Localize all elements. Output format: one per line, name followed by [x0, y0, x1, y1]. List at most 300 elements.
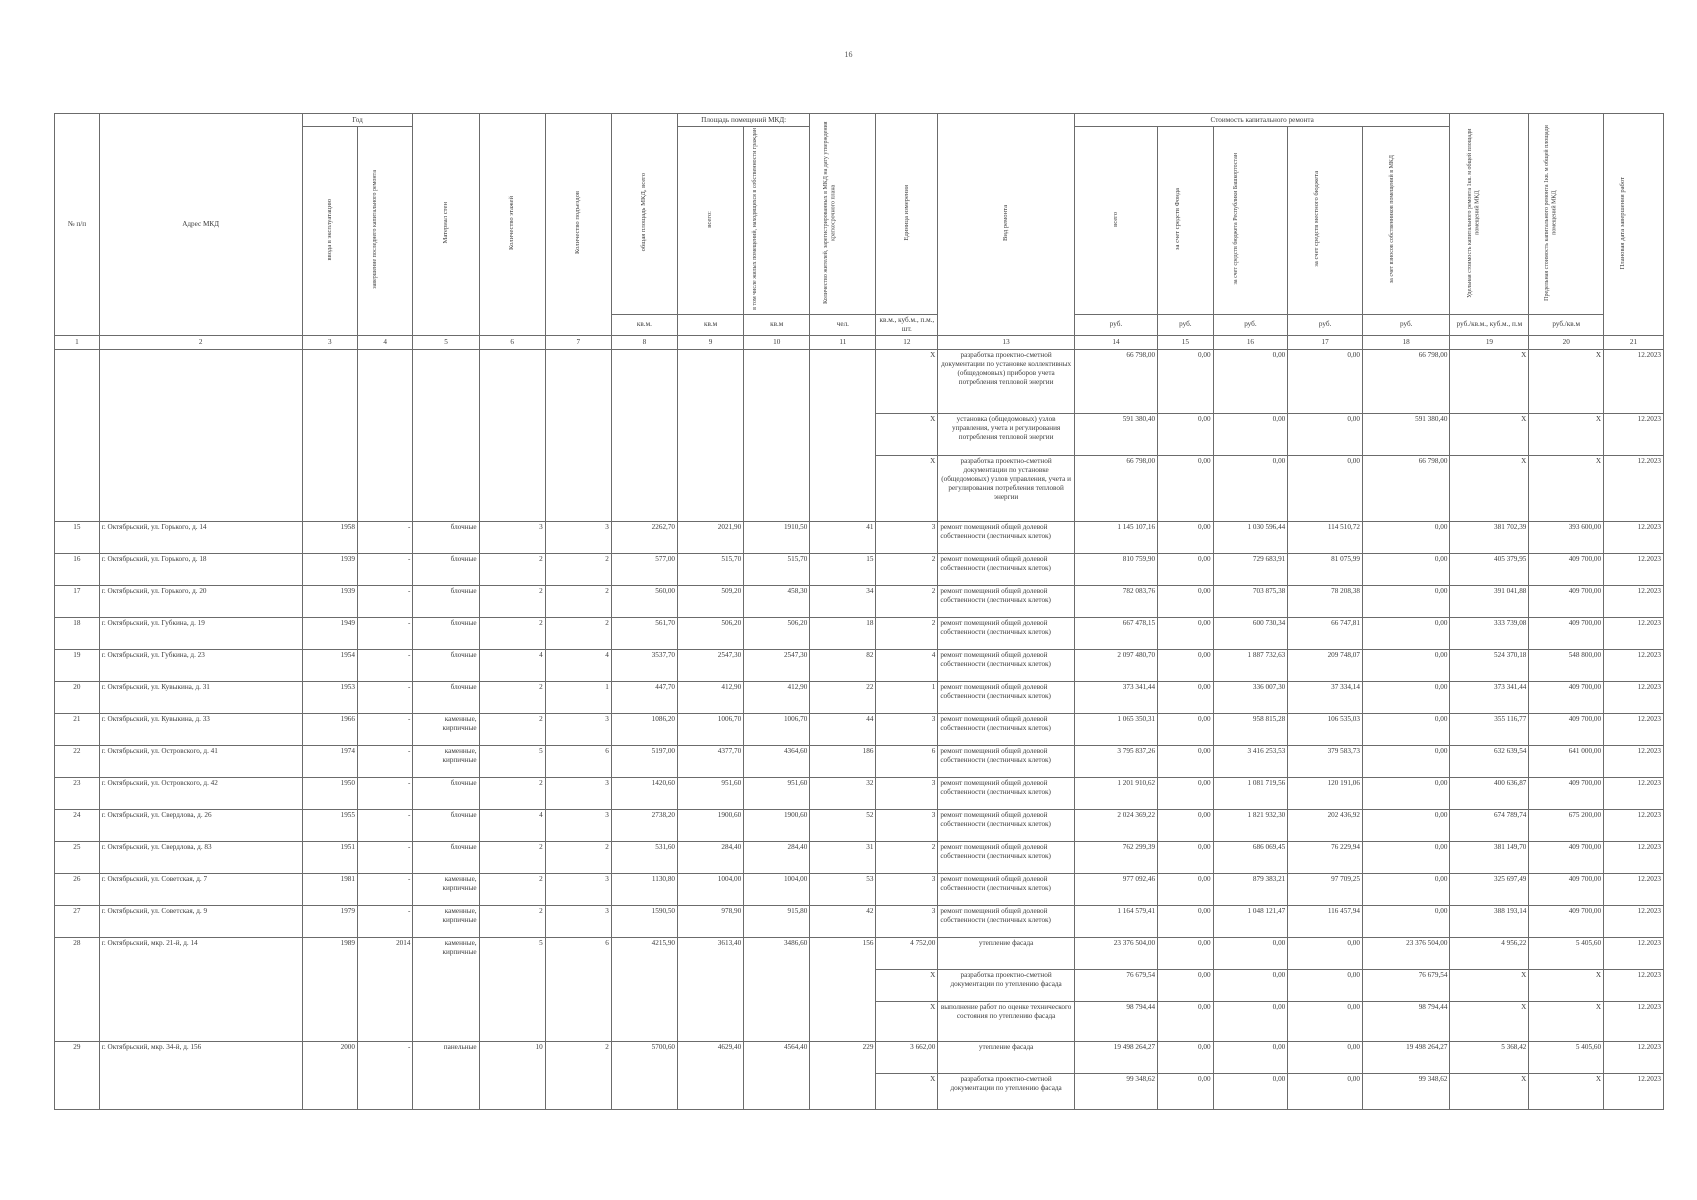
- cost-total-cell: 66 798,00: [1074, 455, 1157, 521]
- material-cell: блочные: [413, 681, 479, 713]
- cost-fund-cell: 0,00: [1158, 1001, 1213, 1041]
- cost-fund-cell: 0,00: [1158, 585, 1213, 617]
- unit-cell: X: [876, 1073, 938, 1109]
- col-unit-header: Единица измерения: [876, 114, 938, 315]
- unit-cost-republic: руб.: [1213, 314, 1288, 335]
- empty-cell: [810, 349, 876, 521]
- material-cell: блочные: [413, 777, 479, 809]
- planned-date-cell: 12.2023: [1604, 553, 1664, 585]
- cost-republic-cell: 729 683,91: [1213, 553, 1288, 585]
- cost-local-cell: 0,00: [1288, 413, 1363, 455]
- address-cell: г. Октябрьский, мкр. 21-й, д. 14: [99, 937, 302, 1041]
- table-row: [55, 553, 1664, 585]
- cost-local-cell: 37 334,14: [1288, 681, 1363, 713]
- row-number-cell: 15: [55, 521, 100, 553]
- col-cost-fund-header: за счет средств Фонда: [1158, 127, 1213, 315]
- premises-total-cell: 1006,70: [678, 713, 744, 745]
- table-row: [55, 873, 1664, 905]
- year-built-cell: 1966: [302, 713, 357, 745]
- residents-cell: 31: [810, 841, 876, 873]
- cost-total-cell: 1 065 350,31: [1074, 713, 1157, 745]
- unit-cost-cell: 381 702,39: [1450, 521, 1529, 553]
- cost-republic-cell: 1 821 932,30: [1213, 809, 1288, 841]
- unit-cost-cell: X: [1450, 349, 1529, 413]
- unit-cell: 3: [876, 713, 938, 745]
- col-cost-group: Стоимость капитального ремонта: [1074, 114, 1450, 127]
- cost-fund-cell: 0,00: [1158, 777, 1213, 809]
- premises-residential-cell: 506,20: [744, 617, 810, 649]
- table-row: [55, 713, 1664, 745]
- col-cost-owners-header: за счет взносов собственников помещений в МКД: [1362, 127, 1450, 315]
- unit-unit-cost: руб./кв.м., куб.м., п.м: [1450, 314, 1529, 335]
- year-built-cell: 1939: [302, 585, 357, 617]
- premises-residential-cell: 458,30: [744, 585, 810, 617]
- total-area-cell: 1420,60: [611, 777, 677, 809]
- unit-cost-cell: X: [1450, 1073, 1529, 1109]
- year-repair-cell: -: [357, 521, 412, 553]
- entrances-cell: 3: [545, 873, 611, 905]
- cost-owners-cell: 0,00: [1362, 521, 1450, 553]
- material-cell: каменные, кирпичные: [413, 745, 479, 777]
- cost-local-cell: 202 436,92: [1288, 809, 1363, 841]
- col-repair-header: Вид ремонта: [938, 114, 1075, 336]
- cost-republic-cell: 0,00: [1213, 937, 1288, 969]
- entrances-cell: 3: [545, 777, 611, 809]
- repair-type-cell: ремонт помещений общей долевой собственности (лестничных клеток): [938, 873, 1075, 905]
- planned-date-cell: 12.2023: [1604, 349, 1664, 413]
- planned-date-cell: 12.2023: [1604, 777, 1664, 809]
- planned-date-cell: 12.2023: [1604, 873, 1664, 905]
- planned-date-cell: 12.2023: [1604, 969, 1664, 1001]
- row-number-cell: 19: [55, 649, 100, 681]
- floors-cell: 5: [479, 937, 545, 1041]
- residents-cell: 32: [810, 777, 876, 809]
- planned-date-cell: 12.2023: [1604, 521, 1664, 553]
- col-year-group: Год: [302, 114, 413, 127]
- unit-cost-cell: X: [1450, 455, 1529, 521]
- repair-type-cell: ремонт помещений общей долевой собственности (лестничных клеток): [938, 713, 1075, 745]
- unit-premises-total: кв.м: [678, 314, 744, 335]
- max-cost-cell: 641 000,00: [1529, 745, 1604, 777]
- cost-total-cell: 3 795 837,26: [1074, 745, 1157, 777]
- col-unit-cost-header: Удельная стоимость капитального ремонта 1кв. м общей площади помещений МКД: [1450, 114, 1529, 315]
- floors-cell: 2: [479, 617, 545, 649]
- col-year-repair-header: завершение последнего капитального ремонта: [357, 127, 412, 336]
- cost-republic-cell: 0,00: [1213, 413, 1288, 455]
- premises-total-cell: 978,90: [678, 905, 744, 937]
- material-cell: блочные: [413, 841, 479, 873]
- unit-cost-cell: X: [1450, 1001, 1529, 1041]
- address-cell: г. Октябрьский, ул. Горького, д. 18: [99, 553, 302, 585]
- table-row: [55, 681, 1664, 713]
- cost-total-cell: 19 498 264,27: [1074, 1041, 1157, 1073]
- cost-total-cell: 2 097 480,70: [1074, 649, 1157, 681]
- cost-local-cell: 0,00: [1288, 1001, 1363, 1041]
- col-cost-local-header: за счет средств местного бюджета: [1288, 127, 1363, 315]
- cost-owners-cell: 98 794,44: [1362, 1001, 1450, 1041]
- cost-fund-cell: 0,00: [1158, 1041, 1213, 1073]
- cost-republic-cell: 0,00: [1213, 349, 1288, 413]
- column-number: 20: [1529, 335, 1604, 349]
- entrances-cell: 6: [545, 937, 611, 1041]
- unit-cell: 3 662,00: [876, 1041, 938, 1073]
- cost-republic-cell: 0,00: [1213, 1041, 1288, 1073]
- year-built-cell: 1955: [302, 809, 357, 841]
- premises-residential-cell: 4364,60: [744, 745, 810, 777]
- residents-cell: 44: [810, 713, 876, 745]
- material-cell: блочные: [413, 585, 479, 617]
- max-cost-cell: 548 800,00: [1529, 649, 1604, 681]
- cost-fund-cell: 0,00: [1158, 617, 1213, 649]
- premises-residential-cell: 915,80: [744, 905, 810, 937]
- material-cell: блочные: [413, 649, 479, 681]
- premises-residential-cell: 412,90: [744, 681, 810, 713]
- residents-cell: 82: [810, 649, 876, 681]
- row-number-cell: 27: [55, 905, 100, 937]
- year-repair-cell: -: [357, 617, 412, 649]
- year-repair-cell: -: [357, 585, 412, 617]
- cost-owners-cell: 66 798,00: [1362, 349, 1450, 413]
- premises-residential-cell: 3486,60: [744, 937, 810, 1041]
- total-area-cell: 447,70: [611, 681, 677, 713]
- empty-cell: [99, 349, 302, 521]
- max-cost-cell: 409 700,00: [1529, 617, 1604, 649]
- repair-type-cell: разработка проектно-сметной документации по установке коллективных (общедомовых) приборов учета потребления тепловой энергии: [938, 349, 1075, 413]
- column-number: 2: [99, 335, 302, 349]
- unit-cell: 2: [876, 553, 938, 585]
- max-cost-cell: X: [1529, 413, 1604, 455]
- repair-type-cell: установка (общедомовых) узлов управления, учета и регулирования потребления тепловой энергии: [938, 413, 1075, 455]
- total-area-cell: 1130,80: [611, 873, 677, 905]
- year-built-cell: 1953: [302, 681, 357, 713]
- max-cost-cell: 409 700,00: [1529, 905, 1604, 937]
- unit-cost-local: руб.: [1288, 314, 1363, 335]
- cost-republic-cell: 600 730,34: [1213, 617, 1288, 649]
- total-area-cell: 577,00: [611, 553, 677, 585]
- residents-cell: 41: [810, 521, 876, 553]
- total-area-cell: 5700,60: [611, 1041, 677, 1109]
- col-residents-header: Количество жителей, зарегистрированных в МКД на дату утверждения краткосрочного плана: [810, 114, 876, 315]
- year-repair-cell: -: [357, 905, 412, 937]
- column-number: 17: [1288, 335, 1363, 349]
- cost-fund-cell: 0,00: [1158, 1073, 1213, 1109]
- column-number: 11: [810, 335, 876, 349]
- year-repair-cell: -: [357, 553, 412, 585]
- residents-cell: 53: [810, 873, 876, 905]
- total-area-cell: 5197,00: [611, 745, 677, 777]
- cost-republic-cell: 0,00: [1213, 1001, 1288, 1041]
- column-number: 12: [876, 335, 938, 349]
- unit-cell: 3: [876, 521, 938, 553]
- year-repair-cell: -: [357, 841, 412, 873]
- column-number: 5: [413, 335, 479, 349]
- col-date-header: Плановая дата завершения работ: [1604, 114, 1664, 336]
- premises-residential-cell: 1006,70: [744, 713, 810, 745]
- year-built-cell: 1950: [302, 777, 357, 809]
- planned-date-cell: 12.2023: [1604, 681, 1664, 713]
- year-built-cell: 1981: [302, 873, 357, 905]
- cost-owners-cell: 0,00: [1362, 745, 1450, 777]
- empty-cell: [357, 349, 412, 521]
- year-built-cell: 1974: [302, 745, 357, 777]
- empty-cell: [413, 349, 479, 521]
- floors-cell: 3: [479, 521, 545, 553]
- unit-max-cost: руб./кв.м: [1529, 314, 1604, 335]
- unit-cell: X: [876, 349, 938, 413]
- cost-owners-cell: 99 348,62: [1362, 1073, 1450, 1109]
- empty-cell: [744, 349, 810, 521]
- column-numbers-row: [55, 335, 1664, 349]
- cost-republic-cell: 1 081 719,56: [1213, 777, 1288, 809]
- year-repair-cell: 2014: [357, 937, 412, 1041]
- entrances-cell: 2: [545, 553, 611, 585]
- cost-owners-cell: 19 498 264,27: [1362, 1041, 1450, 1073]
- unit-cell: 3: [876, 777, 938, 809]
- max-cost-cell: 409 700,00: [1529, 585, 1604, 617]
- cost-republic-cell: 879 383,21: [1213, 873, 1288, 905]
- entrances-cell: 1: [545, 681, 611, 713]
- cost-local-cell: 66 747,81: [1288, 617, 1363, 649]
- repair-type-cell: выполнение работ по оценке технического состояния по утеплению фасада: [938, 1001, 1075, 1041]
- cost-fund-cell: 0,00: [1158, 745, 1213, 777]
- column-number: 19: [1450, 335, 1529, 349]
- repair-type-cell: ремонт помещений общей долевой собственности (лестничных клеток): [938, 841, 1075, 873]
- floors-cell: 4: [479, 649, 545, 681]
- premises-total-cell: 2021,90: [678, 521, 744, 553]
- premises-total-cell: 412,90: [678, 681, 744, 713]
- material-cell: панельные: [413, 1041, 479, 1109]
- year-built-cell: 1958: [302, 521, 357, 553]
- premises-residential-cell: 1004,00: [744, 873, 810, 905]
- max-cost-cell: X: [1529, 1001, 1604, 1041]
- cost-owners-cell: 0,00: [1362, 553, 1450, 585]
- premises-total-cell: 4629,40: [678, 1041, 744, 1109]
- repair-type-cell: разработка проектно-сметной документации по установке (общедомовых) узлов управления, учета и регулирования потребления тепловой энергии: [938, 455, 1075, 521]
- cost-owners-cell: 0,00: [1362, 841, 1450, 873]
- planned-date-cell: 12.2023: [1604, 937, 1664, 969]
- column-number: 10: [744, 335, 810, 349]
- unit-cost-cell: 391 041,88: [1450, 585, 1529, 617]
- year-repair-cell: -: [357, 777, 412, 809]
- max-cost-cell: 409 700,00: [1529, 553, 1604, 585]
- cost-owners-cell: 0,00: [1362, 649, 1450, 681]
- table-row: [55, 649, 1664, 681]
- unit-cost-cell: 388 193,14: [1450, 905, 1529, 937]
- residents-cell: 15: [810, 553, 876, 585]
- cost-owners-cell: 0,00: [1362, 809, 1450, 841]
- total-area-cell: 1590,50: [611, 905, 677, 937]
- cost-local-cell: 0,00: [1288, 1041, 1363, 1073]
- unit-cost-cell: X: [1450, 969, 1529, 1001]
- cost-republic-cell: 3 416 253,53: [1213, 745, 1288, 777]
- row-number-cell: 17: [55, 585, 100, 617]
- cost-total-cell: 977 092,46: [1074, 873, 1157, 905]
- cost-fund-cell: 0,00: [1158, 809, 1213, 841]
- year-repair-cell: -: [357, 745, 412, 777]
- cost-owners-cell: 0,00: [1362, 617, 1450, 649]
- cost-owners-cell: 0,00: [1362, 873, 1450, 905]
- cost-fund-cell: 0,00: [1158, 553, 1213, 585]
- cost-local-cell: 106 535,03: [1288, 713, 1363, 745]
- row-number-cell: 26: [55, 873, 100, 905]
- unit-cost-cell: 524 370,18: [1450, 649, 1529, 681]
- table-row: [55, 841, 1664, 873]
- column-number: 13: [938, 335, 1075, 349]
- residents-cell: 229: [810, 1041, 876, 1109]
- floors-cell: 2: [479, 713, 545, 745]
- repair-type-cell: ремонт помещений общей долевой собственности (лестничных клеток): [938, 745, 1075, 777]
- year-built-cell: 1989: [302, 937, 357, 1041]
- unit-cost-cell: 325 697,49: [1450, 873, 1529, 905]
- row-number-cell: 25: [55, 841, 100, 873]
- row-number-cell: 24: [55, 809, 100, 841]
- material-cell: блочные: [413, 553, 479, 585]
- cost-owners-cell: 0,00: [1362, 681, 1450, 713]
- unit-cell: 1: [876, 681, 938, 713]
- premises-residential-cell: 4564,40: [744, 1041, 810, 1109]
- premises-residential-cell: 951,60: [744, 777, 810, 809]
- cost-fund-cell: 0,00: [1158, 521, 1213, 553]
- empty-cell: [479, 349, 545, 521]
- material-cell: каменные, кирпичные: [413, 937, 479, 1041]
- table-row: [55, 617, 1664, 649]
- premises-total-cell: 3613,40: [678, 937, 744, 1041]
- table-row: [55, 585, 1664, 617]
- unit-cell: 3: [876, 809, 938, 841]
- residents-cell: 34: [810, 585, 876, 617]
- col-entrances-header: Количество подъездов: [545, 114, 611, 336]
- premises-residential-cell: 1900,60: [744, 809, 810, 841]
- col-material-header: Материал стен: [413, 114, 479, 336]
- cost-local-cell: 97 709,25: [1288, 873, 1363, 905]
- cost-local-cell: 76 229,94: [1288, 841, 1363, 873]
- unit-cell: X: [876, 969, 938, 1001]
- planned-date-cell: 12.2023: [1604, 713, 1664, 745]
- unit-cost-cell: 333 739,08: [1450, 617, 1529, 649]
- year-built-cell: 1939: [302, 553, 357, 585]
- unit-cost-total: руб.: [1074, 314, 1157, 335]
- premises-residential-cell: 2547,30: [744, 649, 810, 681]
- material-cell: блочные: [413, 617, 479, 649]
- max-cost-cell: 409 700,00: [1529, 713, 1604, 745]
- address-cell: г. Октябрьский, ул. Губкина, д. 23: [99, 649, 302, 681]
- column-number: 7: [545, 335, 611, 349]
- year-repair-cell: -: [357, 681, 412, 713]
- floors-cell: 2: [479, 681, 545, 713]
- empty-cell: [302, 349, 357, 521]
- address-cell: г. Октябрьский, ул. Кувыкина, д. 31: [99, 681, 302, 713]
- column-number: 8: [611, 335, 677, 349]
- repair-type-cell: утепление фасада: [938, 1041, 1075, 1073]
- empty-cell: [678, 349, 744, 521]
- cost-local-cell: 81 075,99: [1288, 553, 1363, 585]
- repair-type-cell: ремонт помещений общей долевой собственности (лестничных клеток): [938, 617, 1075, 649]
- total-area-cell: 560,00: [611, 585, 677, 617]
- cost-local-cell: 120 191,06: [1288, 777, 1363, 809]
- floors-cell: 2: [479, 873, 545, 905]
- address-cell: г. Октябрьский, мкр. 34-й, д. 156: [99, 1041, 302, 1109]
- residents-cell: 42: [810, 905, 876, 937]
- max-cost-cell: 675 200,00: [1529, 809, 1604, 841]
- repair-type-cell: разработка проектно-сметной документации по утеплению фасада: [938, 969, 1075, 1001]
- max-cost-cell: 409 700,00: [1529, 681, 1604, 713]
- cost-total-cell: 810 759,90: [1074, 553, 1157, 585]
- table-row: [55, 521, 1664, 553]
- column-number: 14: [1074, 335, 1157, 349]
- cost-local-cell: 0,00: [1288, 455, 1363, 521]
- unit-cell: 3: [876, 905, 938, 937]
- year-built-cell: 1954: [302, 649, 357, 681]
- planned-date-cell: 12.2023: [1604, 809, 1664, 841]
- col-max-cost-header: Предельная стоимость капитального ремонта 1кв. м общей площади помещений МКД: [1529, 114, 1604, 315]
- cost-local-cell: 379 583,73: [1288, 745, 1363, 777]
- page-number: 16: [844, 50, 853, 59]
- cost-total-cell: 1 201 910,62: [1074, 777, 1157, 809]
- entrances-cell: 6: [545, 745, 611, 777]
- planned-date-cell: 12.2023: [1604, 585, 1664, 617]
- unit-cost-cell: 4 956,22: [1450, 937, 1529, 969]
- unit-unit: кв.м., куб.м., п.м., шт.: [876, 314, 938, 335]
- column-number: 21: [1604, 335, 1664, 349]
- table-row: [55, 905, 1664, 937]
- unit-cell: X: [876, 413, 938, 455]
- unit-cell: 2: [876, 617, 938, 649]
- cost-total-cell: 98 794,44: [1074, 1001, 1157, 1041]
- entrances-cell: 4: [545, 649, 611, 681]
- premises-total-cell: 1004,00: [678, 873, 744, 905]
- repair-type-cell: ремонт помещений общей долевой собственности (лестничных клеток): [938, 777, 1075, 809]
- entrances-cell: 3: [545, 521, 611, 553]
- floors-cell: 2: [479, 841, 545, 873]
- year-built-cell: 1949: [302, 617, 357, 649]
- cost-local-cell: 0,00: [1288, 937, 1363, 969]
- entrances-cell: 3: [545, 713, 611, 745]
- residents-cell: 156: [810, 937, 876, 1041]
- max-cost-cell: 409 700,00: [1529, 777, 1604, 809]
- cost-fund-cell: 0,00: [1158, 713, 1213, 745]
- max-cost-cell: 409 700,00: [1529, 841, 1604, 873]
- address-cell: г. Октябрьский, ул. Горького, д. 14: [99, 521, 302, 553]
- empty-cell: [55, 349, 100, 521]
- residents-cell: 52: [810, 809, 876, 841]
- year-repair-cell: -: [357, 1041, 412, 1109]
- address-cell: г. Октябрьский, ул. Свердлова, д. 83: [99, 841, 302, 873]
- cost-fund-cell: 0,00: [1158, 905, 1213, 937]
- cost-total-cell: 99 348,62: [1074, 1073, 1157, 1109]
- floors-cell: 2: [479, 905, 545, 937]
- entrances-cell: 2: [545, 841, 611, 873]
- repair-type-cell: ремонт помещений общей долевой собственности (лестничных клеток): [938, 809, 1075, 841]
- unit-cost-cell: 405 379,95: [1450, 553, 1529, 585]
- planned-date-cell: 12.2023: [1604, 455, 1664, 521]
- cost-owners-cell: 66 798,00: [1362, 455, 1450, 521]
- col-total-area-header: общая площадь МКД, всего: [611, 114, 677, 315]
- col-address-header: Адрес МКД: [99, 114, 302, 336]
- unit-cost-cell: 400 636,87: [1450, 777, 1529, 809]
- unit-cell: 6: [876, 745, 938, 777]
- max-cost-cell: 5 405,60: [1529, 937, 1604, 969]
- floors-cell: 2: [479, 777, 545, 809]
- unit-cell: 4: [876, 649, 938, 681]
- unit-cost-cell: 5 368,42: [1450, 1041, 1529, 1073]
- cost-total-cell: 66 798,00: [1074, 349, 1157, 413]
- cost-local-cell: 209 748,07: [1288, 649, 1363, 681]
- planned-date-cell: 12.2023: [1604, 905, 1664, 937]
- planned-date-cell: 12.2023: [1604, 1073, 1664, 1109]
- material-cell: каменные, кирпичные: [413, 713, 479, 745]
- repair-type-cell: ремонт помещений общей долевой собственности (лестничных клеток): [938, 681, 1075, 713]
- repair-type-cell: ремонт помещений общей долевой собственности (лестничных клеток): [938, 585, 1075, 617]
